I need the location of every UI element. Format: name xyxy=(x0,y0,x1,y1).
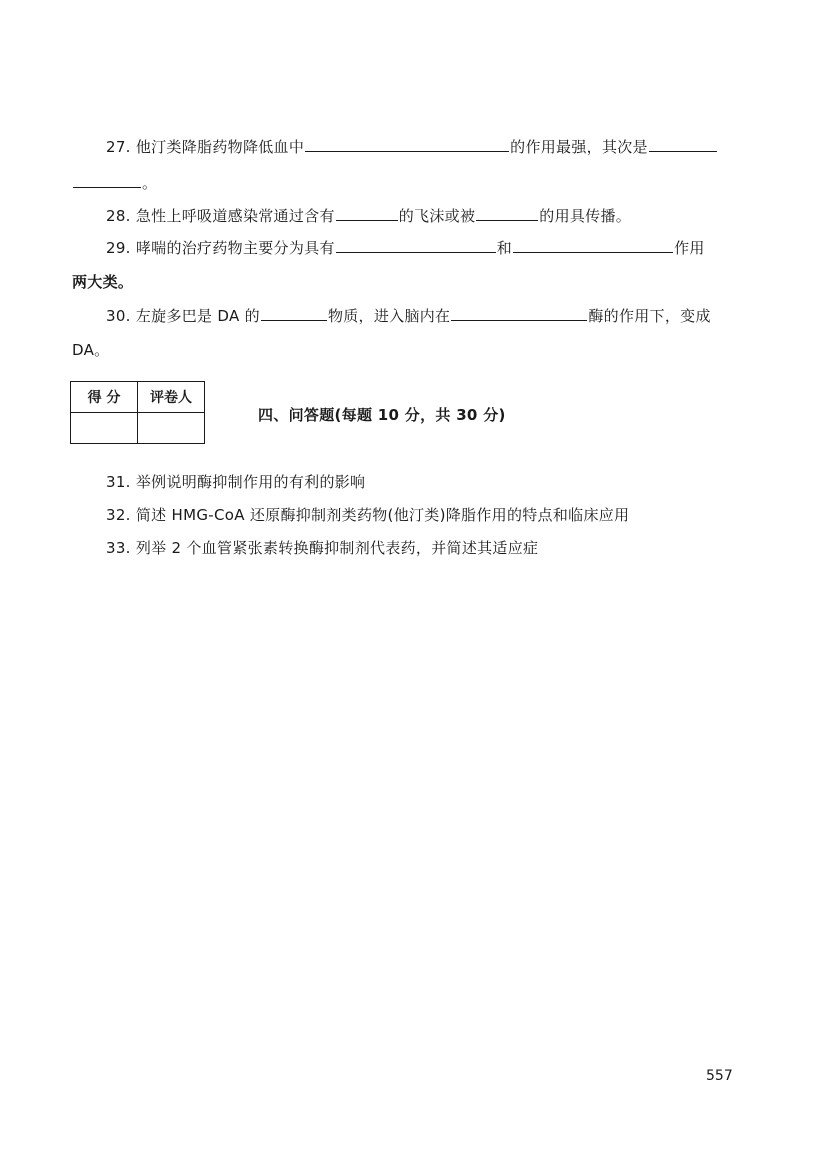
answer-blank xyxy=(476,205,538,221)
question-text: 他汀类降脂药物降低血中 xyxy=(135,138,305,156)
question-text: 的作用最强，其次是 xyxy=(510,138,648,156)
answer-blank xyxy=(336,237,496,253)
question-text: 物质，进入脑内在 xyxy=(327,307,451,325)
answer-blank xyxy=(513,237,673,253)
question-text: 的飞沫或被 xyxy=(398,207,476,225)
grader-label: 评卷人 xyxy=(138,382,205,413)
question-text: 和 xyxy=(496,239,513,257)
page-number: 557 xyxy=(706,1068,733,1084)
section-title: 四、问答题(每题 10 分，共 30 分) xyxy=(258,406,506,424)
question-text: 酶的作用下，变成 xyxy=(588,307,711,325)
question-number: 28. xyxy=(106,207,131,225)
question-27 xyxy=(106,136,718,157)
answer-blank xyxy=(451,305,587,321)
question-text: 的用具传播。 xyxy=(539,207,632,225)
question-29-continued: 两大类。 xyxy=(72,273,134,291)
answer-blank xyxy=(73,172,141,188)
question-text: 左旋多巴是 DA 的 xyxy=(135,307,260,325)
answer-blank xyxy=(336,205,398,221)
question-number: 29. xyxy=(106,239,131,257)
question-number: 30. xyxy=(106,307,131,325)
question-30 xyxy=(106,305,711,326)
question-31 xyxy=(106,472,365,492)
question-text: 列举 2 个血管紧张素转换酶抑制剂代表药，并简述其适应症 xyxy=(135,539,539,557)
question-number: 33. xyxy=(106,539,131,557)
question-text: 作用 xyxy=(674,239,705,257)
question-30-continued: DA。 xyxy=(72,341,110,359)
question-number: 27. xyxy=(106,138,131,156)
question-29 xyxy=(106,237,705,258)
score-table xyxy=(70,381,205,444)
question-27-continued xyxy=(72,172,157,193)
question-text: 哮喘的治疗药物主要分为具有 xyxy=(135,239,335,257)
question-text: 。 xyxy=(142,174,158,192)
question-text: 简述 HMG-CoA 还原酶抑制剂类药物(他汀类)降脂作用的特点和临床应用 xyxy=(135,506,630,524)
question-text: 举例说明酶抑制作用的有利的影响 xyxy=(135,473,366,491)
question-text: 急性上呼吸道感染常通过含有 xyxy=(135,207,335,225)
answer-blank xyxy=(649,136,717,152)
question-32 xyxy=(106,505,629,525)
question-number: 31. xyxy=(106,473,131,491)
answer-blank xyxy=(261,305,327,321)
question-33 xyxy=(106,538,538,558)
answer-blank xyxy=(305,136,509,152)
grader-cell xyxy=(138,413,205,444)
question-number: 32. xyxy=(106,506,131,524)
question-28 xyxy=(106,205,631,226)
score-label: 得 分 xyxy=(71,382,138,413)
score-cell xyxy=(71,413,138,444)
